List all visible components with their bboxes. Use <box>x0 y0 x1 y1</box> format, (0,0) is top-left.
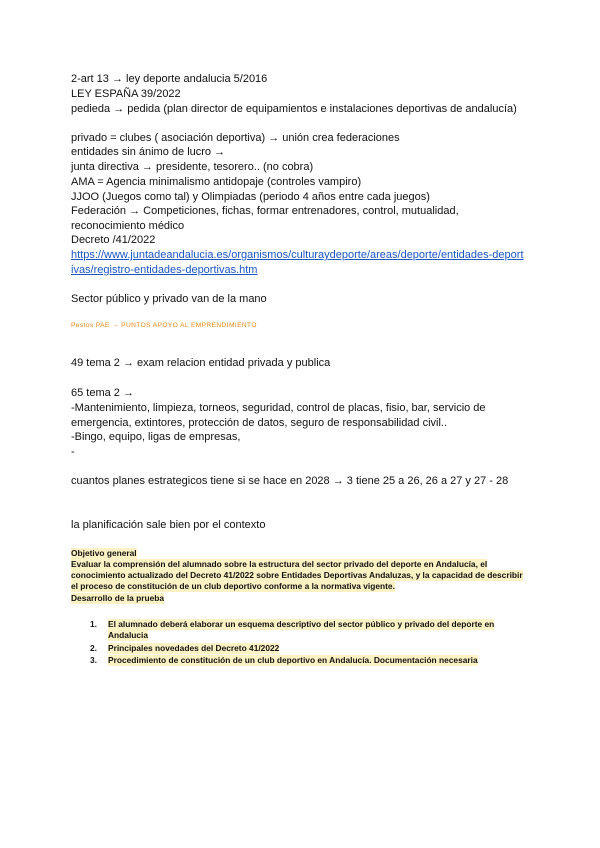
list-item-continuation: Andalucia <box>108 630 149 640</box>
note-line: reconocimiento médico <box>71 220 185 232</box>
note-line: emergencia, extintores, protección de datos, seguro de responsabilidad civil.. <box>71 417 448 429</box>
note-line: Sector público y privado van de la mano <box>71 293 267 305</box>
objective-heading: Objetivo general <box>71 548 137 558</box>
note-line: 49 tema 2 → exam relacion entidad privada y publica <box>71 357 331 369</box>
objective-text: el proceso de constitución de un club deportivo conforme a la normativa vigente. <box>71 581 395 591</box>
list-item: Principales novedades del Decreto 41/2022 <box>108 643 280 653</box>
note-line: pedieda → pedida (plan director de equipamientos e instalaciones deportivas de andalucía) <box>71 103 517 115</box>
note-line: JJOO (Juegos como tal) y Olimpiadas (periodo 4 años entre cada juegos) <box>71 191 430 203</box>
note-line: -Mantenimiento, limpieza, torneos, seguridad, control de placas, fisio, bar, servicio de <box>71 402 486 414</box>
note-line: -Bingo, equipo, ligas de empresas, <box>71 431 241 443</box>
decree-link-continuation[interactable]: ivas/registro-entidades-deportivas.htm <box>71 264 258 276</box>
list-item-number: 1. <box>90 619 97 629</box>
note-line: privado = clubes ( asociación deportiva) → unión crea federaciones <box>71 132 400 144</box>
note-line: AMA = Agencia minimalismo antidopaje (controles vampiro) <box>71 176 362 188</box>
note-line: Decreto /41/2022 <box>71 234 156 246</box>
note-line: LEY ESPAÑA 39/2022 <box>71 88 181 100</box>
note-line: cuantos planes estrategicos tiene si se hace en 2028 → 3 tiene 25 a 26, 26 a 27 y 27 - 28 <box>71 475 509 487</box>
decree-link[interactable]: https://www.juntadeandalucia.es/organismos/culturaydeporte/areas/deporte/entidades-deport <box>71 249 524 261</box>
objective-text: Evaluar la comprensión del alumnado sobre la estructura del sector privado del deporte en Andalucía, el <box>71 559 488 569</box>
orange-note: Pestos PAE → PUNTOS APOYO AL EMPRENDIMIENTO <box>71 322 257 329</box>
list-item: El alumnado deberá elaborar un esquema descriptivo del sector público y privado del deporte en <box>108 619 495 629</box>
note-line: la planificación sale bien por el contexto <box>71 519 266 531</box>
objective-text: conocimiento actualizado del Decreto 41/2022 sobre Entidades Deportivas Andaluzas, y la capacidad de describir <box>71 570 523 580</box>
list-item-number: 3. <box>90 655 97 665</box>
note-line: Federación → Competiciones, fichas, formar entrenadores, control, mutualidad, <box>71 205 459 217</box>
note-line: 2-art 13 → ley deporte andalucia 5/2016 <box>71 73 268 85</box>
note-line: entidades sin ánimo de lucro → <box>71 146 226 158</box>
list-item-number: 2. <box>90 643 97 653</box>
note-line: junta directiva → presidente, tesorero.. (no cobra) <box>71 161 314 173</box>
development-heading: Desarrollo de la prueba <box>71 593 165 603</box>
note-line: - <box>71 446 75 458</box>
note-line: 65 tema 2 → <box>71 387 134 399</box>
list-item: Procedimiento de constitución de un club deportivo en Andalucía. Documentación necesaria <box>108 655 478 665</box>
